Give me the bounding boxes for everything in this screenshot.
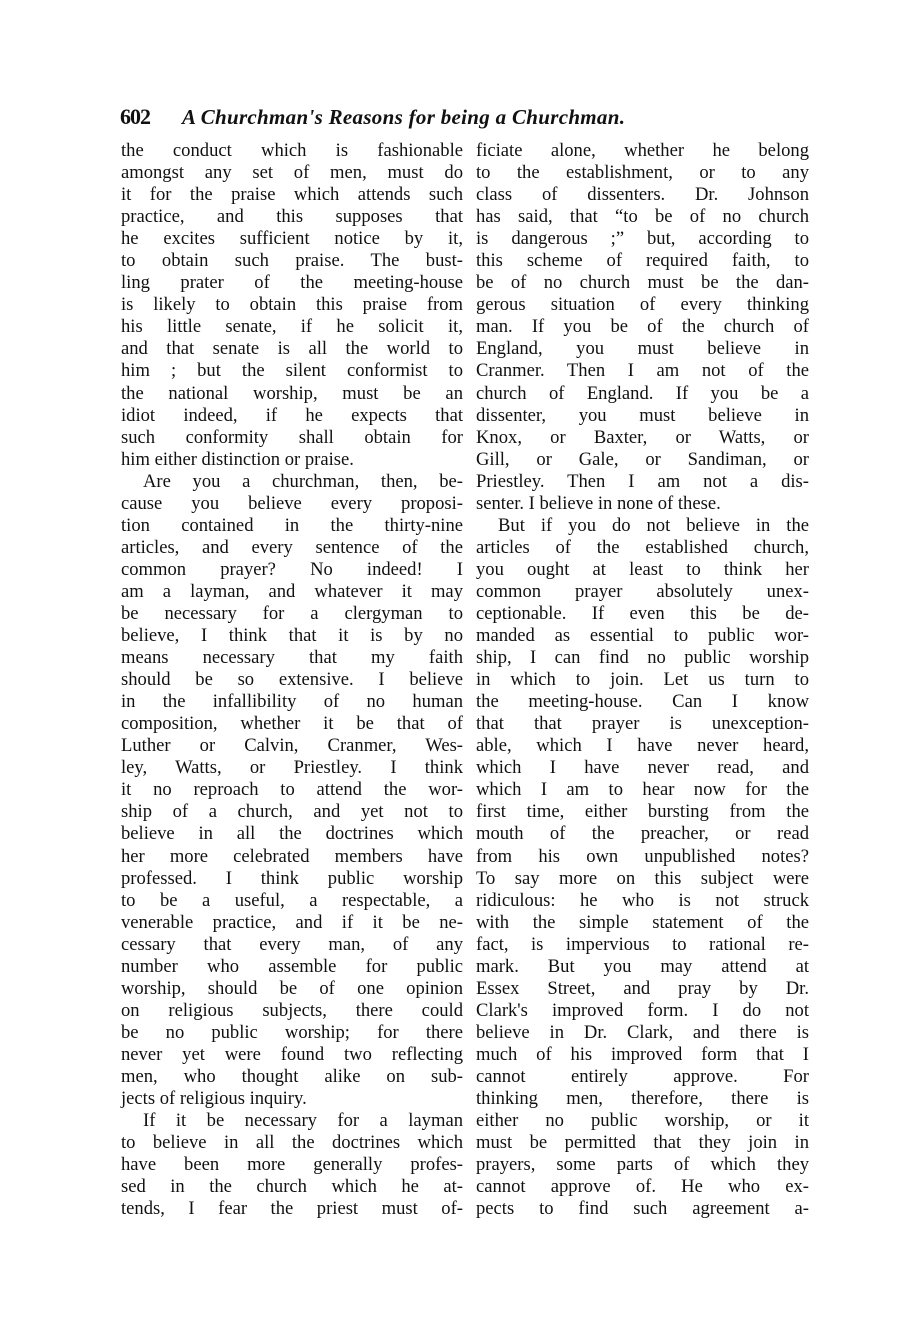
text-line: on religious subjects, there could: [121, 999, 463, 1021]
text-line: prayers, some parts of which they: [476, 1154, 809, 1176]
text-line: idiot indeed, if he expects that: [121, 404, 463, 426]
text-line: and that senate is all the world to: [121, 338, 463, 360]
text-line: number who assemble for public: [121, 955, 463, 977]
text-line: men, who thought alike on sub-: [121, 1065, 463, 1087]
text-line: you ought at least to think her: [476, 558, 809, 580]
text-line: first time, either bursting from the: [476, 801, 809, 823]
text-line: articles, and every sentence of the: [121, 536, 463, 558]
text-line: Knox, or Baxter, or Watts, or: [476, 426, 809, 448]
text-line: am a layman, and whatever it may: [121, 580, 463, 602]
running-head: [120, 104, 810, 134]
text-line: have been more generally profes-: [121, 1154, 463, 1176]
text-line: church of England. If you be a: [476, 382, 809, 404]
text-line: ridiculous: he who is not struck: [476, 889, 809, 911]
text-line: ling prater of the meeting-house: [121, 272, 463, 294]
text-line: to be a useful, a respectable, a: [121, 889, 463, 911]
text-line: him either distinction or praise.: [121, 448, 354, 470]
page-number: 602: [120, 104, 150, 129]
text-line: class of dissenters. Dr. Johnson: [476, 184, 809, 206]
text-line: dissenter, you must believe in: [476, 404, 809, 426]
text-line: this scheme of required faith, to: [476, 250, 809, 272]
running-head-title: A Churchman's Reasons for being a Churchman.: [182, 105, 626, 129]
text-line: in which to join. Let us turn to: [476, 669, 809, 691]
text-line: be of no church must be the dan-: [476, 272, 809, 294]
text-line: should be so extensive. I believe: [121, 669, 463, 691]
text-line: composition, whether it be that of: [121, 713, 463, 735]
text-line: that that prayer is unexception-: [476, 713, 809, 735]
text-line: If it be necessary for a layman: [143, 1110, 463, 1132]
text-line: thinking men, therefore, there is: [476, 1088, 809, 1110]
text-line: But if you do not believe in the: [498, 514, 809, 536]
text-line: able, which I have never heard,: [476, 735, 809, 757]
text-line: common prayer? No indeed! I: [121, 558, 463, 580]
text-line: Priestley. Then I am not a dis-: [476, 470, 809, 492]
text-line: manded as essential to public wor-: [476, 625, 809, 647]
text-line: in the infallibility of no human: [121, 691, 463, 713]
text-line: which I have never read, and: [476, 757, 809, 779]
text-line: professed. I think public worship: [121, 867, 463, 889]
text-line: pects to find such agreement a-: [476, 1198, 809, 1220]
text-line: her more celebrated members have: [121, 845, 463, 867]
text-line: be necessary for a clergyman to: [121, 602, 463, 624]
text-line: him ; but the silent conformist to: [121, 360, 463, 382]
text-line: amongst any set of men, must do: [121, 162, 463, 184]
text-column-right: [476, 140, 809, 1220]
text-line: ceptionable. If even this be de-: [476, 602, 809, 624]
text-line: the national worship, must be an: [121, 382, 463, 404]
text-line: either no public worship, or it: [476, 1110, 809, 1132]
text-line: believe in all the doctrines which: [121, 823, 463, 845]
text-line: cause you believe every proposi-: [121, 492, 463, 514]
text-line: cannot entirely approve. For: [476, 1065, 809, 1087]
text-line: believe in Dr. Clark, and there is: [476, 1021, 809, 1043]
text-line: tion contained in the thirty-nine: [121, 514, 463, 536]
text-line: from his own unpublished notes?: [476, 845, 809, 867]
text-line: believe, I think that it is by no: [121, 625, 463, 647]
text-line: must be permitted that they join in: [476, 1132, 809, 1154]
text-line: which I am to hear now for the: [476, 779, 809, 801]
text-line: tends, I fear the priest must of-: [121, 1198, 463, 1220]
text-line: man. If you be of the church of: [476, 316, 809, 338]
text-line: senter. I believe in none of these.: [476, 492, 721, 514]
text-line: is dangerous ;” but, according to: [476, 228, 809, 250]
text-line: the meeting-house. Can I know: [476, 691, 809, 713]
text-line: never yet were found two reflecting: [121, 1043, 463, 1065]
text-line: ship of a church, and yet not to: [121, 801, 463, 823]
text-line: much of his improved form that I: [476, 1043, 809, 1065]
text-line: sed in the church which he at-: [121, 1176, 463, 1198]
text-line: to obtain such praise. The bust-: [121, 250, 463, 272]
text-line: venerable practice, and if it be ne-: [121, 911, 463, 933]
text-line: fact, is impervious to rational re-: [476, 933, 809, 955]
text-line: Are you a churchman, then, be-: [143, 470, 463, 492]
text-line: he excites sufficient notice by it,: [121, 228, 463, 250]
text-line: it no reproach to attend the wor-: [121, 779, 463, 801]
text-line: cannot approve of. He who ex-: [476, 1176, 809, 1198]
text-line: ship, I can find no public worship: [476, 647, 809, 669]
text-line: worship, should be of one opinion: [121, 977, 463, 999]
text-line: Cranmer. Then I am not of the: [476, 360, 809, 382]
text-line: common prayer absolutely unex-: [476, 580, 809, 602]
text-line: with the simple statement of the: [476, 911, 809, 933]
text-line: practice, and this supposes that: [121, 206, 463, 228]
text-line: the conduct which is fashionable: [121, 140, 463, 161]
text-line: To say more on this subject were: [476, 867, 809, 889]
text-line: ficiate alone, whether he belong: [476, 140, 809, 161]
text-line: gerous situation of every thinking: [476, 294, 809, 316]
text-line: has said, that “to be of no church: [476, 206, 809, 228]
text-column-left: [121, 140, 463, 1220]
text-line: his little senate, if he solicit it,: [121, 316, 463, 338]
text-line: jects of religious inquiry.: [121, 1088, 307, 1110]
text-line: ley, Watts, or Priestley. I think: [121, 757, 463, 779]
text-line: articles of the established church,: [476, 536, 809, 558]
text-line: Clark's improved form. I do not: [476, 999, 809, 1021]
text-line: cessary that every man, of any: [121, 933, 463, 955]
text-line: to believe in all the doctrines which: [121, 1132, 463, 1154]
text-line: be no public worship; for there: [121, 1021, 463, 1043]
text-line: means necessary that my faith: [121, 647, 463, 669]
text-line: it for the praise which attends such: [121, 184, 463, 206]
text-line: Luther or Calvin, Cranmer, Wes-: [121, 735, 463, 757]
text-line: England, you must believe in: [476, 338, 809, 360]
text-line: mouth of the preacher, or read: [476, 823, 809, 845]
text-line: Gill, or Gale, or Sandiman, or: [476, 448, 809, 470]
text-line: to the establishment, or to any: [476, 162, 809, 184]
text-line: is likely to obtain this praise from: [121, 294, 463, 316]
text-line: Essex Street, and pray by Dr.: [476, 977, 809, 999]
text-line: mark. But you may attend at: [476, 955, 809, 977]
text-line: such conformity shall obtain for: [121, 426, 463, 448]
